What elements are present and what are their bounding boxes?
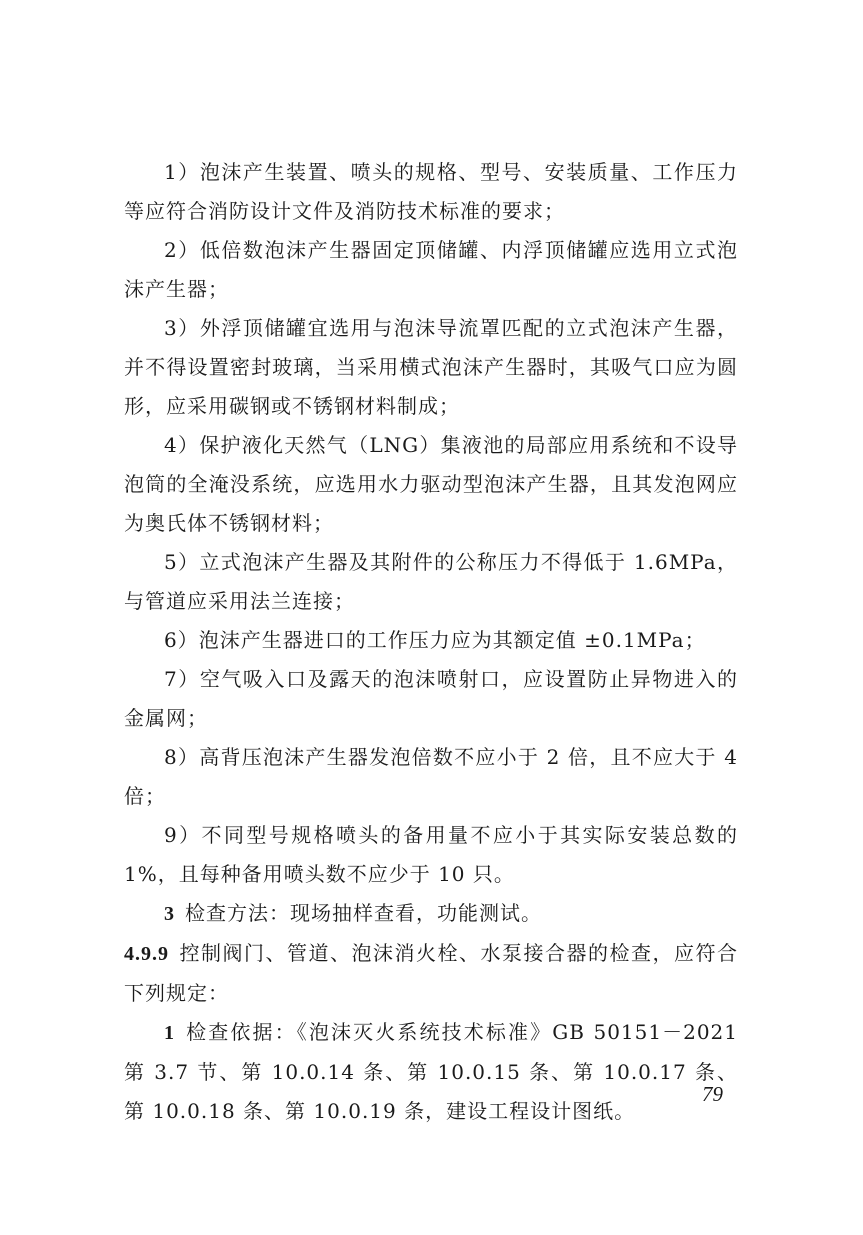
inspection-method-text: 检查方法：现场抽样查看，功能测试。 bbox=[185, 901, 542, 925]
inspection-basis-number: 1 bbox=[164, 1022, 175, 1044]
list-item-1: 1）泡沫产生装置、喷头的规格、型号、安装质量、工作压力等应符合消防设计文件及消防技术标准的要求； bbox=[124, 160, 738, 223]
list-item-7: 7）空气吸入口及露天的泡沫喷射口，应设置防止异物进入的金属网； bbox=[124, 667, 738, 730]
inspection-method-number: 3 bbox=[164, 903, 175, 925]
list-item-6: 6）泡沫产生器进口的工作压力应为其额定值 ±0.1MPa； bbox=[164, 628, 706, 652]
page-number: 79 bbox=[702, 1082, 723, 1106]
inspection-method bbox=[124, 894, 738, 934]
list-item-5: 5）立式泡沫产生器及其附件的公称压力不得低于 1.6MPa，与管道应采用法兰连接； bbox=[124, 550, 738, 613]
document-body bbox=[124, 153, 738, 1131]
list-item-3: 3）外浮顶储罐宜选用与泡沫导流罩匹配的立式泡沫产生器，并不得设置密封玻璃，当采用横式泡沫产生器时，其吸气口应为圆形，应采用碳钢或不锈钢材料制成； bbox=[124, 316, 738, 418]
inspection-basis bbox=[124, 1013, 738, 1131]
list-item-9: 9）不同型号规格喷头的备用量不应小于其实际安装总数的 1%，且每种备用喷头数不应少于 10 只。 bbox=[124, 823, 738, 886]
section-text: 控制阀门、管道、泡沫消火栓、水泵接合器的检查，应符合下列规定： bbox=[124, 941, 738, 1005]
list-item-2: 2）低倍数泡沫产生器固定顶储罐、内浮顶储罐应选用立式泡沫产生器； bbox=[124, 238, 738, 301]
list-item-4: 4）保护液化天然气（LNG）集液池的局部应用系统和不设导泡筒的全淹没系统，应选用水力驱动型泡沫产生器，且其发泡网应为奥氏体不锈钢材料； bbox=[124, 433, 738, 535]
section-heading bbox=[124, 934, 738, 1013]
inspection-basis-text: 检查依据：《泡沫灭火系统技术标准》GB 50151－2021 第 3.7 节、第 10.0.14 条、第 10.0.15 条、第 10.0.17 条、第 10.0.18 条、第 10.0.19 条，建设工程设计图纸。 bbox=[124, 1020, 738, 1123]
list-item-8: 8）高背压泡沫产生器发泡倍数不应小于 2 倍，且不应大于 4 倍； bbox=[124, 745, 738, 808]
section-number: 4.9.9 bbox=[124, 943, 169, 965]
